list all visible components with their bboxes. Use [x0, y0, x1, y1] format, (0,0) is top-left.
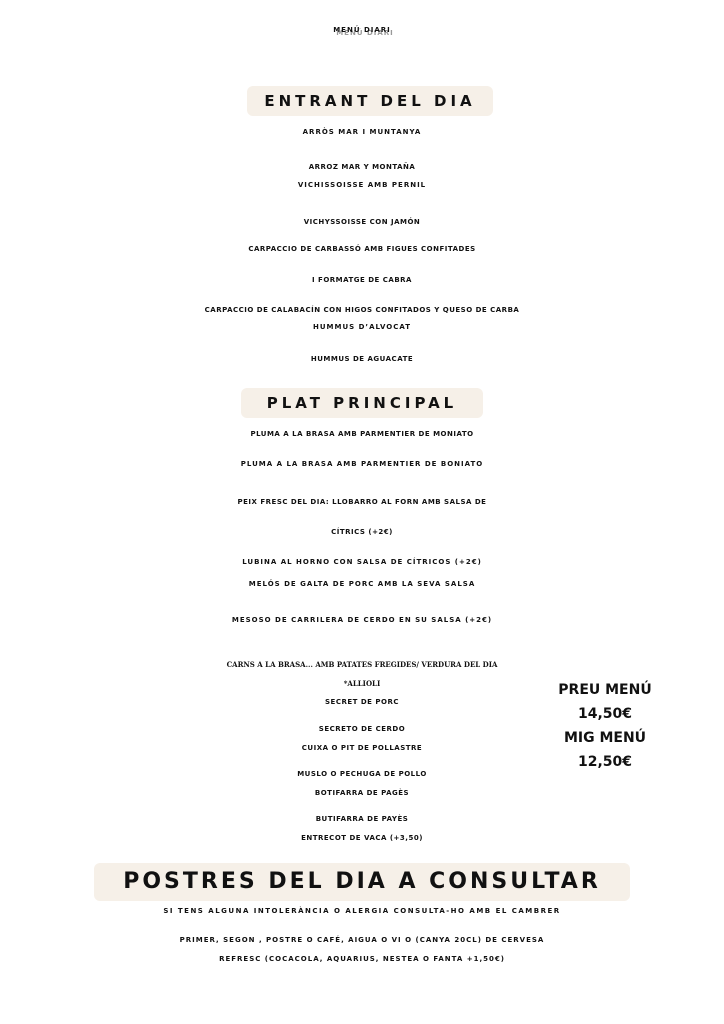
starter-3-name-line1: CARPACCIO DE CARBASSÓ AMB FIGUES CONFITADES [248, 245, 476, 253]
main-2-name-line2: CÍTRICS (+2€) [331, 528, 393, 536]
main-1-translation: PLUMA A LA BRASA AMB PARMENTIER DE BONIATO [240, 460, 484, 468]
main-2-name-line1: PEIX FRESC DEL DIA: LLOBARRO AL FORN AMB SALSA DE [237, 498, 487, 506]
starters-heading: ENTRANT DEL DIA [247, 86, 493, 116]
starter-2-translation: VICHYSSOISSE CON JAMÓN [303, 218, 421, 226]
main-3-name: MELÓS DE GALTA DE PORC AMB LA SEVA SALSA [248, 580, 476, 588]
starter-3-name-line2: I FORMATGE DE CABRA [312, 276, 412, 284]
grill-4-name: ENTRECOT DE VACA (+3,50) [301, 834, 423, 842]
grill-1-name: SECRET DE PORC [325, 698, 399, 706]
grill-2-translation: MUSLO O PECHUGA DE POLLO [297, 770, 427, 778]
grill-note: CARNS A LA BRASA... AMB PATATES FREGIDES/ VERDURA DEL DIA [226, 660, 498, 669]
starter-1-translation: ARROZ MAR Y MONTAÑA [308, 163, 416, 171]
starter-4-translation: HUMMUS DE AGUACATE [310, 355, 414, 363]
half-menu-label: MIG MENÚ [563, 730, 647, 746]
drinks-notice: REFRESC (COCACOLA, AQUARIUS, NESTEA O FANTA +1,50€) [219, 955, 505, 963]
starter-2-name: VICHISSOISSE AMB PERNIL [297, 181, 427, 189]
mains-heading: PLAT PRINCIPAL [241, 388, 483, 418]
starter-4-name: HUMMUS D’ALVOCAT [312, 323, 412, 331]
half-menu-price: 12,50€ [577, 754, 633, 770]
starter-1-name: ARRÒS MAR I MUNTANYA [302, 128, 422, 136]
menu-includes: PRIMER, SEGON , POSTRE O CAFÉ, AIGUA O VI O (CANYA 20CL) DE CERVESA [179, 936, 545, 944]
main-2-translation: LUBINA AL HORNO CON SALSA DE CÍTRICOS (+2€) [242, 558, 482, 566]
full-menu-label: PREU MENÚ [558, 682, 652, 698]
menu-title: MENÚ DIARI [333, 26, 391, 34]
grill-2-name: CUIXA O PIT DE POLLASTRE [301, 744, 423, 752]
grill-3-translation: BUTIFARRA DE PAYÈS [315, 815, 409, 823]
full-menu-price: 14,50€ [577, 706, 633, 722]
desserts-heading: POSTRES DEL DIA A CONSULTAR [94, 863, 630, 901]
grill-allioli: *ALLIOLI [343, 679, 381, 688]
grill-3-name: BOTIFARRA DE PAGÈS [314, 789, 410, 797]
main-1-name: PLUMA A LA BRASA AMB PARMENTIER DE MONIATO [250, 430, 474, 438]
starter-3-translation: CARPACCIO DE CALABACÍN CON HIGOS CONFITADOS Y QUESO DE CARBA [204, 306, 520, 314]
allergy-notice: SI TENS ALGUNA INTOLERÀNCIA O ALERGIA CONSULTA-HO AMB EL CAMBRER [163, 907, 561, 915]
main-3-translation: MESOSO DE CARRILERA DE CERDO EN SU SALSA (+2€) [231, 616, 493, 624]
grill-1-translation: SECRETO DE CERDO [318, 725, 406, 733]
